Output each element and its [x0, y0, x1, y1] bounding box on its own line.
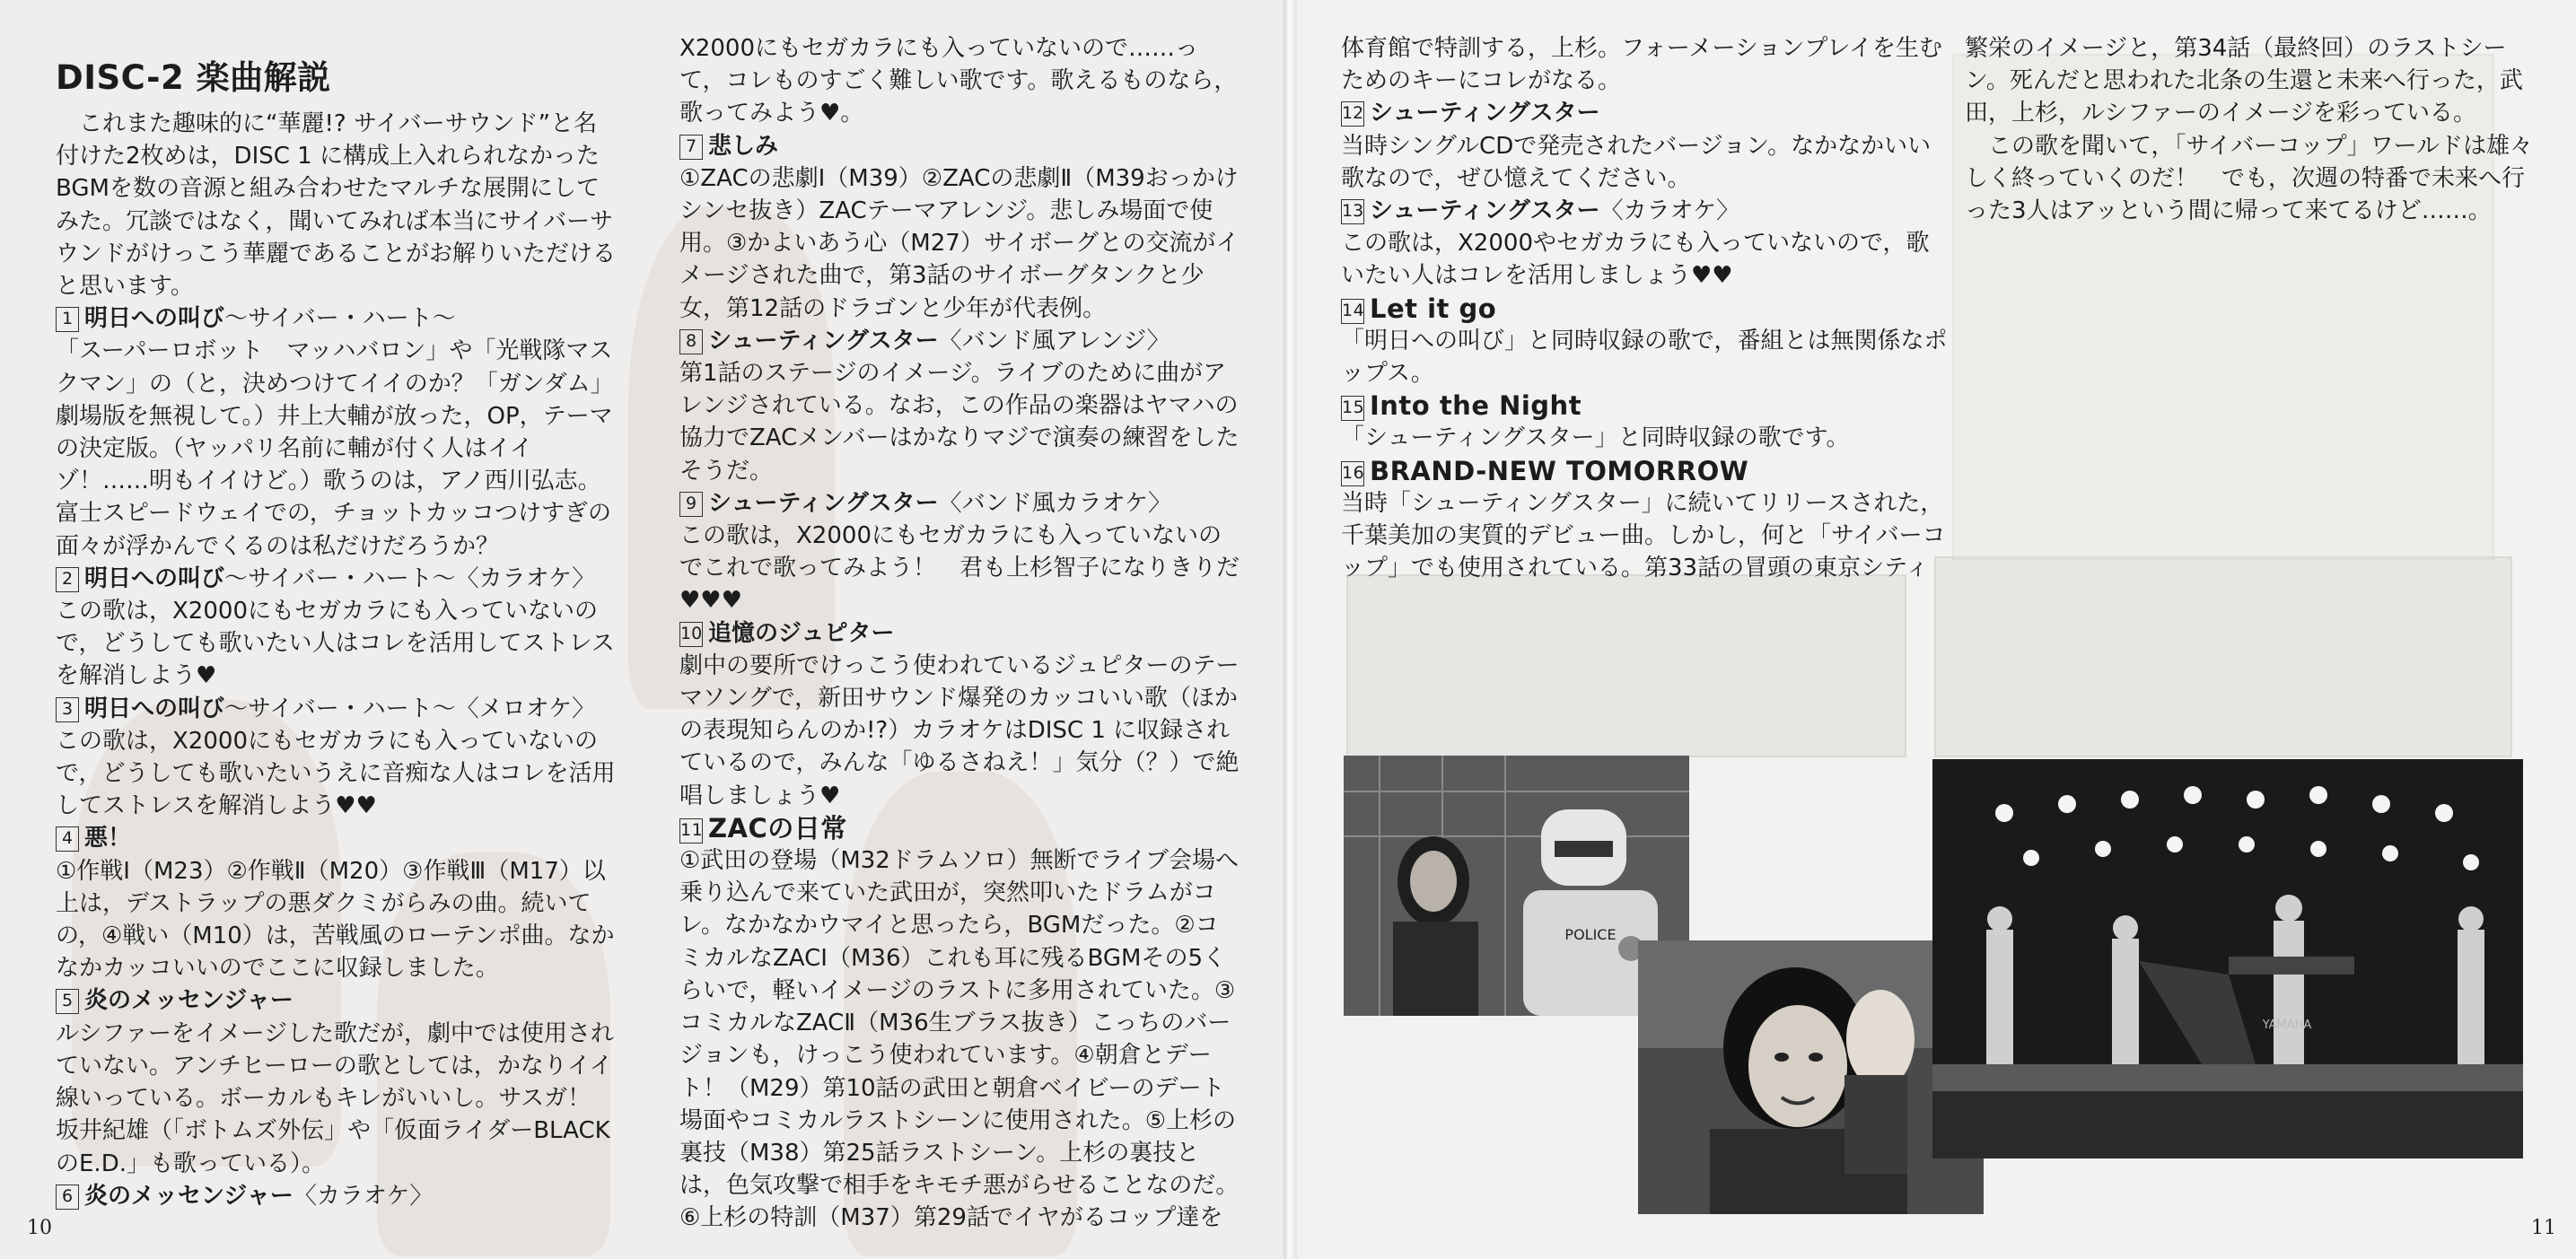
track-heading [1341, 455, 1951, 487]
track-title: 炎のメッセンジャー [84, 1182, 294, 1210]
track-description: 「明日への叫び」と同時収録の歌で，番組とは無関係なポップス。 [1341, 327, 1948, 388]
track-heading [679, 325, 1240, 357]
track-description: 当時シングルCDで発売されたバージョン。なかなかいい歌なので，ぜひ憶えてください。 [1341, 132, 1932, 192]
track-heading [1341, 293, 1951, 325]
track-subtitle: 〈カラオケ〉 [293, 1182, 434, 1210]
stage-label: YAMAHA [2262, 1019, 2312, 1032]
track-description: 劇中の要所でけっこう使われているジュピターのテーマソングで，新田サウンド爆発のカッコいい歌（ほかの表現知らんのか!?）カラオケはDISC 1 に収録されているので，みんな「ゆるさねえ！」気分（？）で絶唱しましょう♥ [679, 651, 1240, 809]
ghost-panel [1346, 574, 1906, 757]
track-number: 7 [679, 135, 703, 160]
track-description: ルシファーをイメージした歌だが，劇中では使用されていない。アンチヒーローの歌としては，かなりイイ線いっている。ボーカルもキレがいいし。サスガ！ 坂井紀雄（「ボトムズ外伝」や「仮面ライダーBLACKのE.D.」も歌っている）。 [56, 1019, 615, 1177]
track-heading [56, 563, 617, 595]
track-title: 明日への叫び [84, 564, 225, 592]
robot-label: POLICE [1564, 926, 1617, 943]
track-title: 悲しみ [708, 132, 779, 160]
track-description: この歌は，X2000やセガカラにも入っていないので，歌いたい人はコレを活用しましょう♥♥ [1341, 230, 1930, 290]
track-subtitle: 〜サイバー・ハート〜 [224, 305, 456, 333]
track-description: この歌は，X2000にもセガカラにも入っていないので，どうしても歌いたい人はコレを活用してストレスを解消しよう♥ [56, 598, 615, 690]
track-subtitle: 〜サイバー・ハート〜〈メロオケ〉 [224, 695, 596, 722]
page-number-left: 10 [27, 1217, 52, 1239]
gutter [1284, 0, 1297, 1259]
track-number: 12 [1341, 101, 1364, 127]
track-description: ①ZACの悲劇Ⅰ（M39）②ZACの悲劇Ⅱ（M39おっかけシンセ抜き）ZACテーマアレンジ。悲しみ場面で使用。③かよいあう心（M27）サイボーグとの交流がイメージされた曲で，第3話のサイボーグタンクと少女，第12話のドラゴンと少年が代表例。 [679, 164, 1240, 322]
track-heading [56, 302, 617, 335]
track-description: ①武田の登場（M32ドラムソロ）無断でライブ会場へ乗り込んで来ていた武田が，突然叩いたドラムがコレ。なかなかウマイと思ったら，BGMだった。②コミカルなZACⅠ（M36）これも耳に残るBGMその5くらいで，軽いイメージのラストに多用されていた。③コミカルなZACⅡ（M36生ブラス抜き）こっちのバージョンも，けっこう使われています。④朝倉とデート！（M29）第10話の武田と朝倉ベイビーのデート場面やコミカルラストシーンに使用された。⑤上杉の裏技（M38）第25話ラストシーン。上杉の裏技とは，色気攻撃で相手をキモチ悪がらせることなのだ。⑥上杉の特訓（M37）第29話でイヤがるコップ達を [679, 847, 1240, 1232]
track-heading [1341, 389, 1951, 422]
closing-paragraph: この歌を聞いて，「サイバーコップ」ワールドは雄々しく終っていくのだ！ でも，次週の特番で未来へ行った3人はアッという間に帰って来てるけど……。 [1965, 132, 2534, 225]
track-title: 悪！ [84, 825, 132, 852]
track-description: ①作戦Ⅰ（M23）②作戦Ⅱ（M20）③作戦Ⅲ（M17）以上は，デストラップの悪ダクミがらみの曲。続いての，④戦い（M10）は，苦戦風のローテンポ曲。なかなかカッコいいのでここに収録しました。 [56, 857, 615, 983]
right-page [1297, 0, 2576, 1259]
ghost-panel [1934, 556, 2512, 757]
track-title: 明日への叫び [84, 305, 225, 333]
track-heading [56, 1180, 617, 1212]
track-number: 1 [56, 307, 79, 332]
track-description: 「シューティングスター」と同時収録の歌です。 [1341, 424, 1850, 452]
track-title: シューティングスター [1370, 197, 1600, 225]
track-title: 炎のメッセンジャー [84, 987, 294, 1015]
track-title: Into the Night [1370, 390, 1582, 422]
track-title: ZACの日常 [708, 812, 847, 844]
track-number: 14 [1341, 299, 1364, 324]
track-description: X2000にもセガカラにも入っていないので……って，コレものすごく難しい歌です。歌えるものなら，歌ってみよう♥。 [679, 35, 1238, 127]
concert-stage-photo [1932, 759, 2523, 1158]
track-number: 5 [56, 989, 79, 1014]
track-number: 8 [679, 329, 703, 354]
track-heading [679, 130, 1240, 162]
text-column-2 [679, 32, 1240, 1244]
track-number: 11 [679, 818, 703, 844]
track-number: 9 [679, 492, 703, 517]
track-number: 15 [1341, 396, 1364, 421]
track-description: 「スーパーロボット マッハバロン」や「光戦隊マスクマン」の（と，決めつけてイイのか？「ガンダム」劇場版を無視して。）井上大輔が放った，OP，テーマの決定版。（ヤッパリ名前に輔が付く人はイイゾ！……明もイイけど。）歌うのは，アノ西川弘志。富士スピードウェイでの，チョットカッコつけすぎの面々が浮かんでくるのは私だけだろうか？ [56, 337, 614, 560]
track-title: シューティングスター [1370, 100, 1600, 127]
track-number: 13 [1341, 199, 1364, 224]
text-column-4 [1965, 32, 2539, 535]
text-column-3 [1341, 32, 1951, 589]
track-number: 10 [679, 622, 703, 647]
track-title: BRAND-NEW TOMORROW [1370, 455, 1749, 486]
track-heading [679, 617, 1240, 650]
track-number: 4 [56, 826, 79, 852]
track-heading [56, 693, 617, 725]
track-title: 追憶のジュピター [708, 619, 895, 647]
track-heading [679, 487, 1240, 520]
track-title: シューティングスター [708, 489, 939, 517]
track-description: この歌は，X2000にもセガカラにも入っていないので，どうしても歌いたいうえに音痴な人はコレを活用してストレスを解消しよう♥♥ [56, 727, 616, 820]
intro-paragraph: これまた趣味的に“華麗!? サイバーサウンド”と名付けた2枚めは，DISC 1 に構成上入れられなかったBGMを数の音源と組み合わせたマルチな展開にしてみた。冗談ではなく，聞いてみれば本当にサイバーサウンドがけっこう華麗であることがお解りいただけると思います。 [56, 110, 617, 301]
left-page [0, 0, 1284, 1259]
track-subtitle: 〈バンド風カラオケ〉 [938, 489, 1172, 517]
track-title: Let it go [1370, 293, 1497, 324]
track-description: 当時「シューティングスター」に続いてリリースされた，千葉美加の実質的デビュー曲。しかし，何と「サイバーコップ」でも使用されている。第33話の冒頭の東京シティ [1341, 489, 1946, 582]
track-number: 6 [56, 1185, 79, 1210]
track-description: 体育館で特訓する，上杉。フォーメーションプレイを生むためのキーにコレがなる。 [1341, 35, 1943, 95]
track-description: 第1話のステージのイメージ。ライブのために曲がアレンジされている。なお，この作品の楽器はヤマハの協力でZACメンバーはかなりマジで演奏の練習をしたそうだ。 [679, 360, 1240, 485]
track-heading [56, 984, 617, 1017]
track-number: 16 [1341, 461, 1364, 486]
track-subtitle: 〈カラオケ〉 [1599, 197, 1740, 225]
track-subtitle: 〜サイバー・ハート〜〈カラオケ〉 [224, 564, 596, 592]
track-title: シューティングスター [708, 327, 939, 354]
track-number: 2 [56, 567, 79, 592]
track-heading [1341, 97, 1951, 129]
track-description: 繁栄のイメージと，第34話（最終回）のラストシーン。死んだと思われた北条の生還と未来へ行った，武田，上杉，ルシファーのイメージを彩っている。 [1965, 35, 2523, 127]
page-number-right: 11 [2531, 1217, 2556, 1239]
track-subtitle: 〈バンド風アレンジ〉 [938, 327, 1170, 354]
track-title: 明日への叫び [84, 695, 225, 722]
track-description: この歌は，X2000にもセガカラにも入っていないのでこれで歌ってみよう！ 君も上杉智子になりきりだ♥♥♥ [679, 522, 1240, 615]
track-heading [1341, 195, 1951, 227]
track-number: 3 [56, 697, 79, 722]
text-column-1 [56, 45, 617, 1229]
track-heading [56, 822, 617, 854]
track-heading [679, 812, 1240, 844]
disc-title: DISC-2 楽曲解説 [56, 58, 331, 97]
